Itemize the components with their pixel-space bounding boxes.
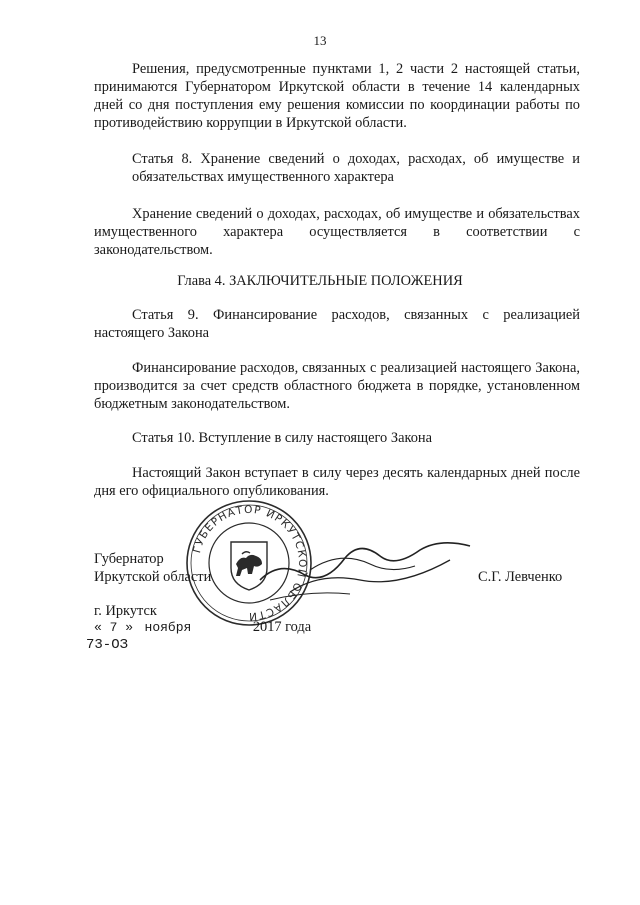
date-line — [94, 618, 311, 637]
signature-position-line-1: Губернатор — [94, 551, 164, 567]
signature-position — [94, 550, 211, 586]
place-of-signing: г. Иркутск — [94, 603, 157, 619]
date-month: ноября — [144, 620, 192, 635]
paragraph-storage: Хранение сведений о доходах, расходах, об имуществе и обязательствах имущественного характера осуществляется в соответствии с законодательством. — [94, 206, 580, 258]
law-number: 73-ОЗ — [86, 637, 129, 653]
paragraph-decisions: Решения, предусмотренные пунктами 1, 2 части 2 настоящей статьи, принимаются Губернатором Иркутской области в течение 14 календарных дней со дня поступления ему решения комиссии по координации работы по противодействию коррупции в Иркутской области. — [94, 61, 580, 131]
date-year: 2017 — [252, 619, 282, 635]
svg-text:ГУБЕРНАТОР ИРКУТСКОЙ ОБЛАСТИ: ГУБЕРНАТОР ИРКУТСКОЙ ОБЛАСТИ — [191, 503, 309, 623]
signature-position-line-2: Иркутской области — [94, 569, 212, 585]
date-day: « 7 » — [94, 620, 134, 635]
article-8-title-text: Статья 8. Хранение сведений о доходах, расходах, об имуществе и обязательствах имущественного характера — [132, 151, 580, 185]
page-number: 13 — [313, 33, 327, 48]
date-suffix: года — [285, 619, 312, 635]
article-10-title: Статья 10. Вступление в силу настоящего Закона — [132, 430, 432, 446]
chapter-4-heading: Глава 4. ЗАКЛЮЧИТЕЛЬНЫЕ ПОЛОЖЕНИЯ — [177, 273, 463, 289]
article-9-title: Статья 9. Финансирование расходов, связанных с реализацией настоящего Закона — [94, 307, 580, 341]
article-8-title — [94, 150, 580, 186]
paragraph-financing: Финансирование расходов, связанных с реализацией настоящего Закона, производится за счет средств областного бюджета в порядке, установленном бюджетным законодательством. — [94, 360, 580, 412]
paragraph-entry-into-force: Настоящий Закон вступает в силу через десять календарных дней после дня его официального опубликования. — [94, 465, 580, 499]
handwritten-signature — [250, 520, 480, 610]
signature-name: С.Г. Левченко — [478, 569, 563, 585]
